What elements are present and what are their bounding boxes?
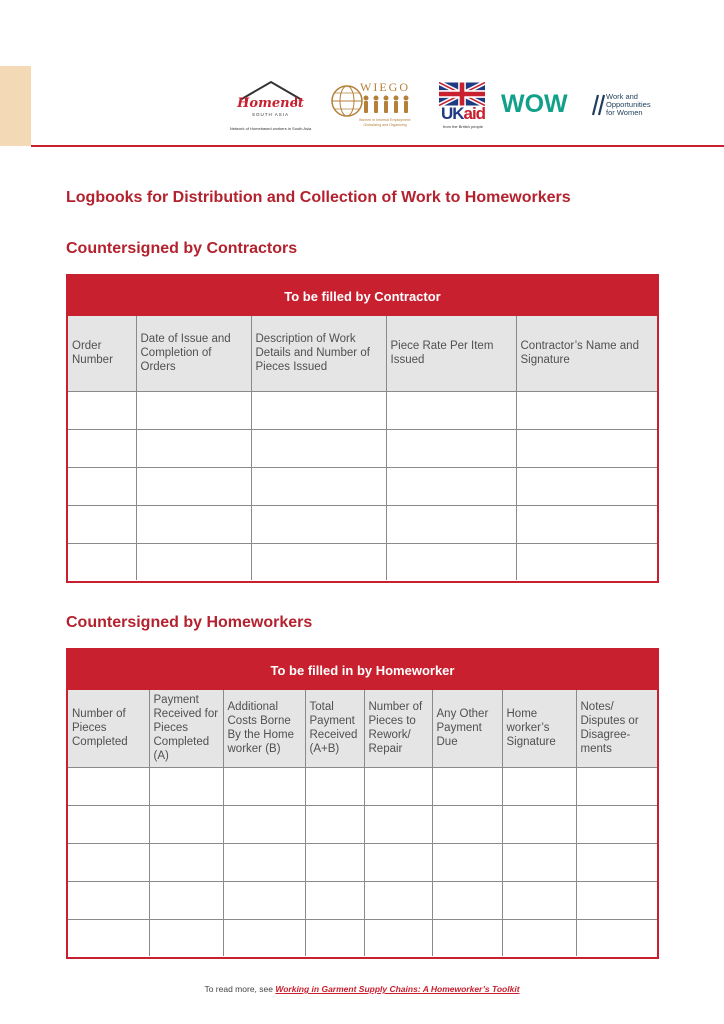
- footer-prefix: To read more, see: [204, 984, 276, 994]
- blank-cell[interactable]: [136, 429, 251, 467]
- blank-cell[interactable]: [136, 391, 251, 429]
- blank-cell[interactable]: [576, 767, 657, 805]
- side-tab-decoration: [0, 66, 31, 146]
- blank-cell[interactable]: [432, 805, 502, 843]
- blank-cell[interactable]: [68, 843, 149, 881]
- blank-cell[interactable]: [251, 467, 386, 505]
- homenet-region: SOUTH ASIA: [251, 112, 289, 117]
- column-header-pieces-completed: Number of Pieces Completed: [68, 690, 149, 767]
- column-header-pieces-rework: Number of Pieces to Rework/ Repair: [364, 690, 432, 767]
- blank-cell[interactable]: [432, 919, 502, 956]
- blank-cell[interactable]: [149, 919, 223, 956]
- blank-cell[interactable]: [502, 767, 576, 805]
- table-row: [68, 805, 657, 843]
- blank-cell[interactable]: [516, 391, 657, 429]
- table-row: [68, 505, 657, 543]
- blank-cell[interactable]: [251, 505, 386, 543]
- homeworker-section-heading: Countersigned by Homeworkers: [66, 614, 313, 631]
- wiego-name: WIEGO: [360, 80, 410, 94]
- column-header-payment-received: Payment Received for Pieces Completed (A): [149, 690, 223, 767]
- blank-cell[interactable]: [223, 843, 305, 881]
- homenet-name: Homenet: [237, 96, 304, 111]
- table-row: [68, 467, 657, 505]
- column-header-piece-rate: Piece Rate Per Item Issued: [386, 316, 516, 391]
- contractor-table-banner: To be filled by Contractor: [68, 276, 657, 316]
- blank-cell[interactable]: [223, 919, 305, 956]
- blank-cell[interactable]: [502, 843, 576, 881]
- wow-tagline-line: Work and: [606, 92, 638, 101]
- blank-cell[interactable]: [386, 505, 516, 543]
- blank-cell[interactable]: [136, 467, 251, 505]
- page-title: Logbooks for Distribution and Collection of Work to Homeworkers: [66, 189, 571, 206]
- blank-cell[interactable]: [68, 467, 136, 505]
- blank-cell[interactable]: [432, 843, 502, 881]
- blank-cell[interactable]: [136, 505, 251, 543]
- blank-cell[interactable]: [364, 843, 432, 881]
- blank-cell[interactable]: [576, 919, 657, 956]
- globe-icon: [330, 84, 364, 118]
- homenet-tagline: Network of Homebased workers in South Asia: [229, 126, 312, 131]
- blank-cell[interactable]: [386, 467, 516, 505]
- blank-cell[interactable]: [576, 881, 657, 919]
- table-row: [68, 543, 657, 580]
- blank-cell[interactable]: [68, 429, 136, 467]
- table-row: [68, 881, 657, 919]
- wow-tagline-line: for Women: [606, 108, 643, 117]
- blank-cell[interactable]: [386, 391, 516, 429]
- blank-cell[interactable]: [576, 805, 657, 843]
- footer-note: [0, 984, 724, 994]
- table-row: [68, 919, 657, 956]
- union-jack-flag-icon: [439, 82, 485, 106]
- blank-cell[interactable]: [364, 881, 432, 919]
- column-header-date-of-issue: Date of Issue and Completion of Orders: [136, 316, 251, 391]
- blank-cell[interactable]: [502, 881, 576, 919]
- homeworker-table-banner: To be filled in by Homeworker: [68, 650, 657, 690]
- blank-cell[interactable]: [223, 767, 305, 805]
- blank-cell[interactable]: [432, 881, 502, 919]
- wow-tagline-line: Opportunities: [606, 100, 651, 109]
- blank-cell[interactable]: [386, 429, 516, 467]
- wiego-tagline: Women in Informal Employment: Globalizing and Organizing: [358, 118, 412, 127]
- column-header-total-payment: Total Payment Received (A+B): [305, 690, 364, 767]
- toolkit-link[interactable]: Working in Garment Supply Chains: A Homeworker’s Toolkit: [275, 984, 520, 994]
- blank-cell[interactable]: [386, 543, 516, 580]
- blank-cell[interactable]: [149, 805, 223, 843]
- wow-tagline: [606, 93, 651, 117]
- blank-cell[interactable]: [251, 391, 386, 429]
- homeworker-logbook-table: [66, 648, 659, 959]
- blank-cell[interactable]: [305, 881, 364, 919]
- blank-cell[interactable]: [305, 767, 364, 805]
- column-header-notes-disputes: Notes/ Disputes or Disagree-ments: [576, 690, 657, 767]
- ukaid-logo: [437, 82, 489, 134]
- blank-cell[interactable]: [502, 919, 576, 956]
- contractor-logbook-table: [66, 274, 659, 583]
- column-header-additional-costs: Additional Costs Borne By the Home worker (B): [223, 690, 305, 767]
- ukaid-uk: UK: [440, 104, 464, 123]
- column-header-work-description: Description of Work Details and Number of Pieces Issued: [251, 316, 386, 391]
- blank-cell[interactable]: [68, 767, 149, 805]
- partner-logos: [228, 78, 668, 138]
- blank-cell[interactable]: [305, 919, 364, 956]
- ukaid-wordmark: [437, 104, 489, 124]
- blank-cell[interactable]: [516, 467, 657, 505]
- blank-cell[interactable]: [516, 505, 657, 543]
- ukaid-tagline: from the British people: [442, 124, 484, 129]
- blank-cell[interactable]: [364, 805, 432, 843]
- blank-cell[interactable]: [149, 843, 223, 881]
- blank-cell[interactable]: [364, 767, 432, 805]
- blank-cell[interactable]: [305, 843, 364, 881]
- contractor-section-heading: Countersigned by Contractors: [66, 240, 298, 257]
- column-header-other-payment-due: Any Other Payment Due: [432, 690, 502, 767]
- blank-cell[interactable]: [223, 805, 305, 843]
- blank-cell[interactable]: [251, 429, 386, 467]
- blank-cell[interactable]: [223, 881, 305, 919]
- wow-logo: [501, 90, 671, 130]
- blank-cell[interactable]: [68, 543, 136, 580]
- blank-cell[interactable]: [305, 805, 364, 843]
- blank-cell[interactable]: [502, 805, 576, 843]
- table-row: [68, 843, 657, 881]
- column-header-contractor-signature: Contractor’s Name and Signature: [516, 316, 657, 391]
- column-header-homeworker-signature: Home worker’s Signature: [502, 690, 576, 767]
- wiego-logo: [330, 80, 416, 136]
- blank-cell[interactable]: [68, 805, 149, 843]
- blank-cell[interactable]: [68, 505, 136, 543]
- blank-cell[interactable]: [576, 843, 657, 881]
- wow-name: WOW: [501, 90, 568, 118]
- blank-cell[interactable]: [364, 919, 432, 956]
- header-divider: [31, 145, 724, 147]
- blank-cell[interactable]: [432, 767, 502, 805]
- people-figures-icon: [360, 93, 414, 117]
- blank-cell[interactable]: [516, 429, 657, 467]
- blank-cell[interactable]: [68, 919, 149, 956]
- table-row: [68, 391, 657, 429]
- table-row: [68, 767, 657, 805]
- blank-cell[interactable]: [136, 543, 251, 580]
- blank-cell[interactable]: [149, 767, 223, 805]
- blank-cell[interactable]: [149, 881, 223, 919]
- blank-cell[interactable]: [68, 881, 149, 919]
- blank-cell[interactable]: [251, 543, 386, 580]
- blank-cell[interactable]: [68, 391, 136, 429]
- double-slash-icon: [592, 94, 606, 116]
- blank-cell[interactable]: [516, 543, 657, 580]
- column-header-order-number: Order Number: [68, 316, 136, 391]
- homenet-logo: [228, 78, 313, 136]
- ukaid-aid: aid: [463, 104, 486, 123]
- table-row: [68, 429, 657, 467]
